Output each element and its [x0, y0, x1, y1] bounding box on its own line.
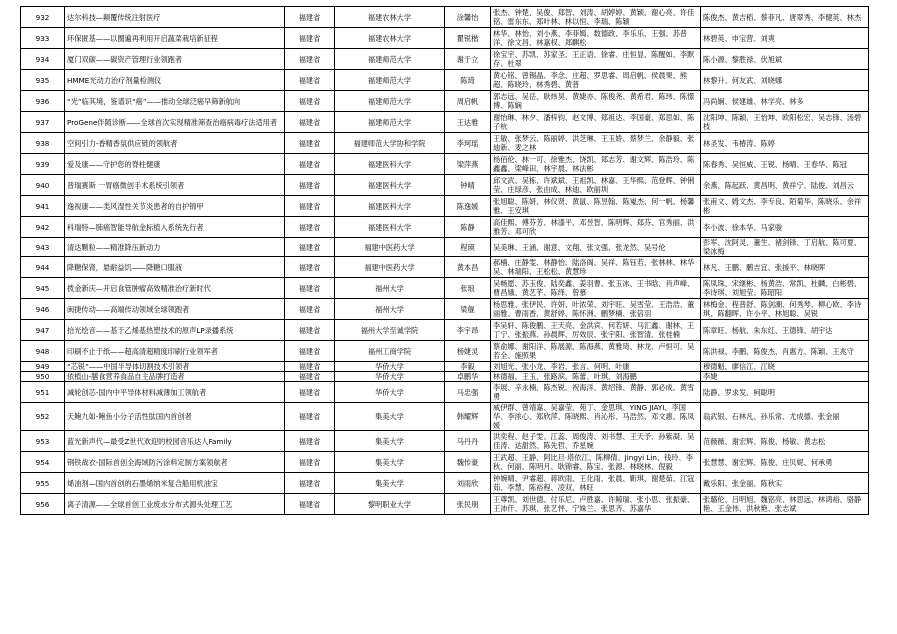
table-row — [21, 257, 869, 278]
row-number-cell: 938 — [21, 133, 65, 154]
leader-name-cell: 陈静 — [445, 217, 491, 238]
leader-name-cell: 杨婕灵 — [445, 341, 491, 362]
row-number-cell: 943 — [21, 238, 65, 257]
leader-name-cell: 卓鹏华 — [445, 372, 491, 382]
row-number-cell: 948 — [21, 341, 65, 362]
table-row — [21, 238, 869, 257]
row-number-cell: 954 — [21, 452, 65, 473]
leader-name-cell: 李珂瑶 — [445, 133, 491, 154]
member-list-cell: 李吴轩、陈俊鹏、王天亮、金洪宾、何若妍、马汇鑫、谢林、王丁宁、张振燕、孙晨辉、厉效辰、张宇阳、张智清、张桂楠 — [491, 320, 701, 341]
table-row — [21, 494, 869, 515]
project-title-cell: “光”临其境，鉴谱识“癌”——推动全球泛癌早筛新航向 — [65, 91, 285, 112]
province-cell: 福建省 — [285, 28, 335, 49]
project-title-cell: ProGene伴随诊断——全球首次实现精准筛查治癌病毒疗法适用者 — [65, 112, 285, 133]
province-cell: 福建省 — [285, 154, 335, 175]
school-name-cell: 福建农林大学 — [335, 28, 445, 49]
province-cell: 福建省 — [285, 257, 335, 278]
row-number-cell: 932 — [21, 7, 65, 28]
leader-name-cell: 陈琦 — [445, 70, 491, 91]
member-list-cell: 杨思雅、张伊民、许妍、叶浓荣、刘宇旺、吴雪莹、王浩浩、董丽雅、曹雨香、黄舒婷、陈怀洲、鹏梦楠、张倍羽 — [491, 299, 701, 320]
province-cell: 福建省 — [285, 238, 335, 257]
table-row — [21, 175, 869, 196]
leader-name-cell: 张民朋 — [445, 494, 491, 515]
leader-name-cell: 魏传豪 — [445, 452, 491, 473]
project-title-cell: 环保匿基——以圈遍再利用开启蔬菜栽培新征程 — [65, 28, 285, 49]
province-cell: 福建省 — [285, 494, 335, 515]
row-number-cell: 950 — [21, 372, 65, 382]
mentor-list-cell: 陈小源、黎胜禄、伏旭斌 — [701, 49, 869, 70]
row-number-cell: 947 — [21, 320, 65, 341]
province-cell: 福建省 — [285, 299, 335, 320]
province-cell: 福建省 — [285, 431, 335, 452]
leader-name-cell: 涂馨怡 — [445, 7, 491, 28]
leader-name-cell: 张琅 — [445, 278, 491, 299]
table-row — [21, 382, 869, 403]
member-list-cell: 王武超、王静、阿比旦·塔依江、陈柳倩、Jingyi Lin、钱玲、李秋、何丽、陈明月、耿锦睿、陈宝、张源、林晓林、倪毅 — [491, 452, 701, 473]
table-row — [21, 431, 869, 452]
row-number-cell: 952 — [21, 403, 65, 431]
province-cell: 福建省 — [285, 452, 335, 473]
member-list-cell: 蔡俞娜、谢阳洋、陈展源、陈海燕、黄雅琦、林龙、卢恒可、吴若全、施照果 — [491, 341, 701, 362]
table-row — [21, 362, 869, 372]
province-cell: 福建省 — [285, 278, 335, 299]
project-title-cell: 拾光绘音——基于乙烯基热塑技术的原声LP录播系统 — [65, 320, 285, 341]
project-title-cell: 烯油剂—国内首创的石墨烯纳米复合船用机油宝 — [65, 473, 285, 494]
row-number-cell: 936 — [21, 91, 65, 112]
member-list-cell: 徐宝宇、苏凯、苏家圣、王正语、徐睿、庄恒显、陈醒如、李默存、杜翠 — [491, 49, 701, 70]
project-title-cell: 达尔科技—颠覆传统注射医疗 — [65, 7, 285, 28]
mentor-list-cell: 彭军、沈阿灵、董生、褚剑锋、丁启航、陈可夏、梁冰梅 — [701, 238, 869, 257]
province-cell: 福建省 — [285, 7, 335, 28]
province-cell: 福建省 — [285, 91, 335, 112]
mentor-list-cell: 李小波、徐本华、马家骏 — [701, 217, 869, 238]
province-cell: 福建省 — [285, 196, 335, 217]
mentor-list-cell: 翁武银、石林凡、孙乐常、尤成德、张金丽 — [701, 403, 869, 431]
mentor-list-cell: 林梅金、程普舒、陈剑潮、何秀琴、柳心欧、李诗琪、陈翻晖、许小平、林旭聪、吴锐 — [701, 299, 869, 320]
leader-name-cell: 马丹丹 — [445, 431, 491, 452]
row-number-cell: 935 — [21, 70, 65, 91]
mentor-list-cell: 陈章旺、杨航、朱东红、王德锋、胡宇达 — [701, 320, 869, 341]
row-number-cell: 941 — [21, 196, 65, 217]
school-name-cell: 集美大学 — [335, 403, 445, 431]
school-name-cell: 华侨大学 — [335, 382, 445, 403]
mentor-list-cell: 陆静、罗求发、柯聪明 — [701, 382, 869, 403]
province-cell: 福建省 — [285, 372, 335, 382]
row-number-cell: 942 — [21, 217, 65, 238]
province-cell: 福建省 — [285, 133, 335, 154]
table-body — [21, 7, 869, 515]
row-number-cell: 945 — [21, 278, 65, 299]
leader-name-cell: 程瑛 — [445, 238, 491, 257]
project-title-cell: 闽捷传动——高端传动领域全球领跑者 — [65, 299, 285, 320]
table-row — [21, 320, 869, 341]
mentor-list-cell: 陈洪禄、李鹏、陈俊杰、肖惠方、陈颖、王兆守 — [701, 341, 869, 362]
school-name-cell: 福建医科大学 — [335, 196, 445, 217]
project-title-cell: 逸视康——类风湿性关节炎患者的自护锦甲 — [65, 196, 285, 217]
table-row — [21, 452, 869, 473]
mentor-list-cell: 陈凤珠、宋继彬、杨黄浩、常凯、杜麟、白彬碧、李诗琪、刘旭莹、陈昭阳 — [701, 278, 869, 299]
project-title-cell: 拨金新庆—开启食管肿瘤高效精准治疗新时代 — [65, 278, 285, 299]
member-list-cell: 郭志远、吴岳、耿炜昊、黄婕亦、陈俊尧、黄希君、陈玮、陈憬博、陈娴 — [491, 91, 701, 112]
table-row — [21, 28, 869, 49]
member-list-cell: 吴畅愿、苏玉俊、陆奕鑫、姜羽曹、张玉冰、王书晗、肖声峰、曹昌娥、黄艺芊、陈绎、曾慕 — [491, 278, 701, 299]
member-list-cell: 高佳熙、傅芬芳、林漆平、邓昱智、陈明辉、郑芬、官秀丽、洪雅芳、邓可欣 — [491, 217, 701, 238]
row-number-cell: 944 — [21, 257, 65, 278]
project-title-cell: 钢铁战衣-国际首创全海域防污涂料定制方案领航者 — [65, 452, 285, 473]
mentor-list-cell: 林圣发、韦椿涛、陈婷 — [701, 133, 869, 154]
member-list-cell: 谢怡琳、林夕、潘梓钧、赵文博、郑祖达、李国豪、郑思如、陈子杭 — [491, 112, 701, 133]
school-name-cell: 福州大学至诚学院 — [335, 320, 445, 341]
school-name-cell: 集美大学 — [335, 473, 445, 494]
member-list-cell: 王尊凯、刘世德、付乐尼、卢胜嘉、许鲸瑞、张小思、张振豪、王沛仟、苏琪、张艺怦、宁姝兰、张思齐、苏嘉华 — [491, 494, 701, 515]
leader-name-cell: 梁萍燕 — [445, 154, 491, 175]
row-number-cell: 946 — [21, 299, 65, 320]
row-number-cell: 956 — [21, 494, 65, 515]
project-title-cell: 空间引力-香精香氛供应链的领航者 — [65, 133, 285, 154]
row-number-cell: 937 — [21, 112, 65, 133]
leader-name-cell: 陈逸媛 — [445, 196, 491, 217]
member-list-cell: 威伊群、曾靖嘉、吴嘉莹、苑丁、金思琪、YING JIAYI、李国华、李浓心、郑欣萍、陈晓熙、肖沁彤、马浩然、邓文惠、陈凤媛 — [491, 403, 701, 431]
table-row — [21, 473, 869, 494]
leader-name-cell: 周启帆 — [445, 91, 491, 112]
project-title-cell: 清达颗粒——精准降压新动力 — [65, 238, 285, 257]
school-name-cell: 集美大学 — [335, 452, 445, 473]
province-cell: 福建省 — [285, 49, 335, 70]
mentor-list-cell: 沈阳坤、陈颖、王怡坤、欧阳松宏、吴志锋、汤碧枝 — [701, 112, 869, 133]
project-title-cell: HMME光动力治疗剂量检测仪 — [65, 70, 285, 91]
school-name-cell: 福州大学 — [335, 299, 445, 320]
member-list-cell: 郝楠、庄静雯、林静怡、陆洛阁、吴祥、陈钰若、张林林、林华吴、林瑞阳、王松松、黄慧珍 — [491, 257, 701, 278]
row-number-cell: 933 — [21, 28, 65, 49]
school-name-cell: 福建师范大学协和学院 — [335, 133, 445, 154]
table-row — [21, 91, 869, 112]
leader-name-cell: 钟晴 — [445, 175, 491, 196]
school-name-cell: 福建师范大学 — [335, 70, 445, 91]
school-name-cell: 华侨大学 — [335, 372, 445, 382]
mentor-list-cell: 穆德魁、廖信江、江晓 — [701, 362, 869, 372]
province-cell: 福建省 — [285, 382, 335, 403]
mentor-list-cell: 林凡、王鹏、鹏吉宜、张援平、林晓晖 — [701, 257, 869, 278]
province-cell: 福建省 — [285, 112, 335, 133]
province-cell: 福建省 — [285, 341, 335, 362]
table-row — [21, 217, 869, 238]
province-cell: 福建省 — [285, 320, 335, 341]
member-list-cell: 吴美琳、王涵、谢意、文翔、张文强、张龙然、吴号伦 — [491, 238, 701, 257]
mentor-list-cell: 范薇薇、谢宏辉、陈俊、杨敏、黄志松 — [701, 431, 869, 452]
leader-name-cell: 韩耀辉 — [445, 403, 491, 431]
project-title-cell: 爱及康——守护您的脊柱健康 — [65, 154, 285, 175]
member-list-cell: 张杰、钟楚、吴俊、郑智、刘涛、胡婷婷、黄颖、谢心亮、许佳铭、雷东东、郑叶林、林以恒、李瑞、陈颖 — [491, 7, 701, 28]
mentor-list-cell: 张甫文、姆文杰、李专良、陌菊华、陈晓乐、余祥彬 — [701, 196, 869, 217]
row-number-cell: 955 — [21, 473, 65, 494]
leader-name-cell: 梁舰 — [445, 299, 491, 320]
mentor-list-cell: 林黎升、何友武、刘晓娜 — [701, 70, 869, 91]
school-name-cell: 福建师范大学 — [335, 49, 445, 70]
mentor-list-cell: 余燕、陈起跃、黄昌明、黄祥宁、陆俊、刘昌云 — [701, 175, 869, 196]
province-cell: 福建省 — [285, 217, 335, 238]
leader-name-cell: 瞿锐楷 — [445, 28, 491, 49]
table-row — [21, 49, 869, 70]
project-title-cell: 减轮创芯-国内中平导体材料减薄加工领航者 — [65, 382, 285, 403]
school-name-cell: 福建医科大学 — [335, 175, 445, 196]
mentor-list-cell: 李婕 — [701, 372, 869, 382]
member-list-cell: 钟婉晴、尹睿超、蒋欧雨、王化雨、张晨、靳琪、谢楚茹、江寇茹、李慧、陈裕程、凌双、林旺 — [491, 473, 701, 494]
school-name-cell: 福建中医药大学 — [335, 238, 445, 257]
row-number-cell: 951 — [21, 382, 65, 403]
school-name-cell: 福州大学 — [335, 278, 445, 299]
project-title-cell: 天鲍九如-鲍鱼小分子活性肽国内首创者 — [65, 403, 285, 431]
table-row — [21, 112, 869, 133]
school-name-cell: 福建师范大学 — [335, 112, 445, 133]
member-list-cell: 洪奕程、赵子雯、江蕊、周俊涛、刘书慧、王天予、孙紫凝、吴佳涛、达甜然、陈先哲、乔星婉 — [491, 431, 701, 452]
project-title-cell: 普瑞赛斯 一胃癌微创手术系统引领者 — [65, 175, 285, 196]
row-number-cell: 940 — [21, 175, 65, 196]
leader-name-cell: 李毅 — [445, 362, 491, 372]
school-name-cell: 福建医科大学 — [335, 217, 445, 238]
member-list-cell: 杨佰伦、林一可、徐雅杰、饶凯、郑志芳、谢文辉、陈浩玲、陈鑫鑫、梁峰田、林宇晨、林法彬 — [491, 154, 701, 175]
mentor-list-cell: 林碧英、申宝营、刘爽 — [701, 28, 869, 49]
table-row — [21, 7, 869, 28]
row-number-cell: 949 — [21, 362, 65, 372]
project-title-cell: 降糖保肾，悬耐益饥——降糖口服液 — [65, 257, 285, 278]
member-list-cell: 张旭聪、陈妍、林仪贤、黄鼠、陈昱翰、陈嵬杰、何一帆、杨馨雅、王安琪 — [491, 196, 701, 217]
table-row — [21, 154, 869, 175]
leader-name-cell: 马忠强 — [445, 382, 491, 403]
row-number-cell: 934 — [21, 49, 65, 70]
project-title-cell: 印刷不止于纸——超高清超精度印刷行业领军者 — [65, 341, 285, 362]
member-list-cell: 林华、林怡、刘小燕、李菲嫣、数德政、李乐乐、王强、苏普洋、徐文昌、林嘉权、郑麒松 — [491, 28, 701, 49]
project-title-cell: 厦门双碳——碳资产管理行业领跑者 — [65, 49, 285, 70]
projects-table — [20, 6, 869, 515]
leader-name-cell: 谢于立 — [445, 49, 491, 70]
member-list-cell: 刘旭光、张小龙、李岩、张言、何明、叶康 — [491, 362, 701, 372]
province-cell: 福建省 — [285, 403, 335, 431]
mentor-list-cell: 冯尚娴、侯建雄、林学亮、林多 — [701, 91, 869, 112]
project-title-cell: 蓝光新声代—最受Z世代欢迎的校园音乐达人Family — [65, 431, 285, 452]
table-row — [21, 70, 869, 91]
school-name-cell: 黎明职业大学 — [335, 494, 445, 515]
mentor-list-cell: 张璐伦、吕明旭、魏铭亮、林思远、林鸿裕、骆静艳、王金伟、洪秋艳、张志斌 — [701, 494, 869, 515]
member-list-cell: 黄心铭、曾锡晶、李念、庄超、罗思睿、周启帆、侯晨果、熊超、陈晓玲、林秀碧、黄普 — [491, 70, 701, 91]
school-name-cell: 福州工商学院 — [335, 341, 445, 362]
member-list-cell: 李展、辛永楠、陈杰锐、祝海洋、黄绍锋、黄静、郭必成、黄雪勇 — [491, 382, 701, 403]
leader-name-cell: 李宇昂 — [445, 320, 491, 341]
school-name-cell: 集美大学 — [335, 431, 445, 452]
school-name-cell: 华侨大学 — [335, 362, 445, 372]
province-cell: 福建省 — [285, 362, 335, 372]
spreadsheet — [20, 6, 868, 515]
leader-name-cell: 刘雨欣 — [445, 473, 491, 494]
row-number-cell: 953 — [21, 431, 65, 452]
province-cell: 福建省 — [285, 473, 335, 494]
school-name-cell: 福建农林大学 — [335, 7, 445, 28]
row-number-cell: 939 — [21, 154, 65, 175]
member-list-cell: 邱文武、吴栋、许斌斌、王祖凯、林嘉、王华熙、范登辉、钟俐莹、庄绿彦、张由成、林迪、欧丽圳 — [491, 175, 701, 196]
member-list-cell: 王敏、张梦云、陈丽婷、洪芝琳、王玉娇、蔡梦兰、余静毅、张迪新、麦之林 — [491, 133, 701, 154]
leader-name-cell: 黄本昌 — [445, 257, 491, 278]
project-title-cell: 科瑞特—肺癌智能导航金标植入系统先行者 — [65, 217, 285, 238]
leader-name-cell: 王达雅 — [445, 112, 491, 133]
table-row — [21, 299, 869, 320]
member-list-cell: 林德福、王玉、张路滨、陈蕾、叶琪、刘海鹏 — [491, 372, 701, 382]
mentor-list-cell: 张慧慧、谢宏辉、陈俊、庄贝妮、何承勇 — [701, 452, 869, 473]
school-name-cell: 福建中医药大学 — [335, 257, 445, 278]
school-name-cell: 福建医科大学 — [335, 154, 445, 175]
project-title-cell: 依植山-膳食营养食品自主品牌打造者 — [65, 372, 285, 382]
project-title-cell: “芯锐”——中国半导体切割技术引领者 — [65, 362, 285, 372]
table-row — [21, 341, 869, 362]
table-row — [21, 403, 869, 431]
project-title-cell: 离子清源——全球首创工业废水分布式源头处理工艺 — [65, 494, 285, 515]
mentor-list-cell: 陈俊杰、黄吉稻、蔡菲凡、唐翠秀、李健英、林杰 — [701, 7, 869, 28]
school-name-cell: 福建师范大学 — [335, 91, 445, 112]
table-row — [21, 196, 869, 217]
table-row — [21, 372, 869, 382]
province-cell: 福建省 — [285, 175, 335, 196]
table-row — [21, 133, 869, 154]
table-row — [21, 278, 869, 299]
province-cell: 福建省 — [285, 70, 335, 91]
mentor-list-cell: 戴乐阳、张金丽、陈秋实 — [701, 473, 869, 494]
mentor-list-cell: 陈春秀、吴恒威、王锐、杨晴、王春华、陈冠 — [701, 154, 869, 175]
